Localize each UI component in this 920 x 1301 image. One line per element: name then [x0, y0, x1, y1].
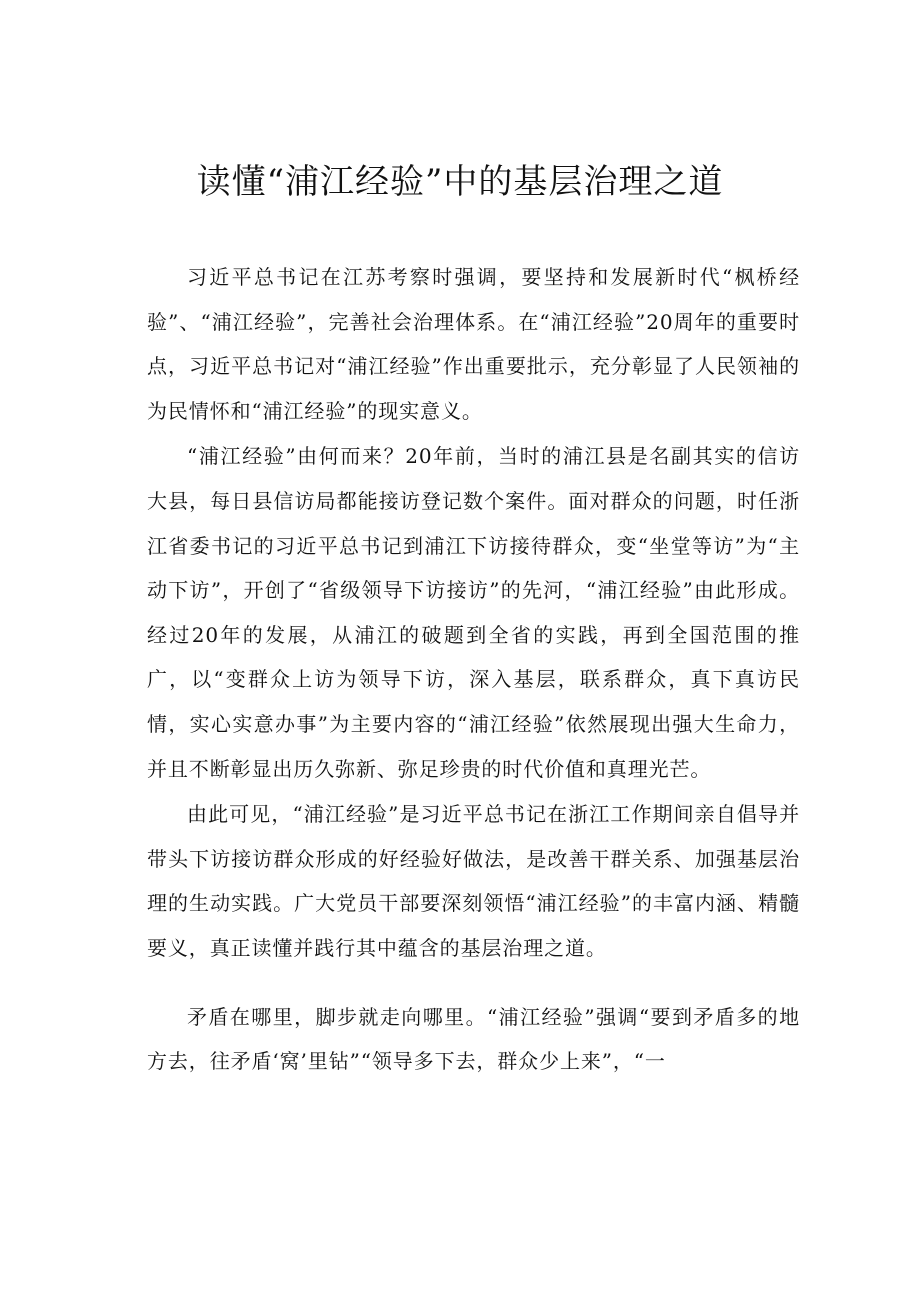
- paragraph-4: 矛盾在哪里，脚步就走向哪里。“浦江经验”强调“要到矛盾多的地方去，往矛盾‘窝’里钻”“领导多下去，群众少上来”，“一: [147, 1004, 800, 1074]
- paragraph-2: “浦江经验”由何而来？20年前，当时的浦江县是名副其实的信访大县，每日县信访局都能接访登记数个案件。面对群众的问题，时任浙江省委书记的习近平总书记到浦江下访接待群众，变“坐堂等访”为“主动下访”，开创了“省级领导下访接访”的先河，“浦江经验”由此形成。经过20年的发展，从浦江的破题到全省的实践，再到全国范围的推广，以“变群众上访为领导下访，深入基层，联系群众，真下真访民情，实心实意办事”为主要内容的“浦江经验”依然展现出强大生命力，并且不断彰显出历久弥新、弥足珍贵的时代价值和真理光芒。: [147, 444, 800, 781]
- document-title: 读懂“浦江经验”中的基层治理之道: [196, 162, 724, 202]
- paragraph-3: 由此可见，“浦江经验”是习近平总书记在浙江工作期间亲自倡导并带头下访接访群众形成的好经验好做法，是改善干群关系、加强基层治理的生动实践。广大党员干部要深刻领悟“浦江经验”的丰富内涵、精髓要义，真正读懂并践行其中蕴含的基层治理之道。: [147, 802, 800, 960]
- document-body: [147, 255, 800, 1084]
- paragraph-1: 习近平总书记在江苏考察时强调，要坚持和发展新时代“枫桥经验”、“浦江经验”，完善社会治理体系。在“浦江经验”20周年的重要时点，习近平总书记对“浦江经验”作出重要批示，充分彰显了人民领袖的为民情怀和“浦江经验”的现实意义。: [147, 265, 800, 423]
